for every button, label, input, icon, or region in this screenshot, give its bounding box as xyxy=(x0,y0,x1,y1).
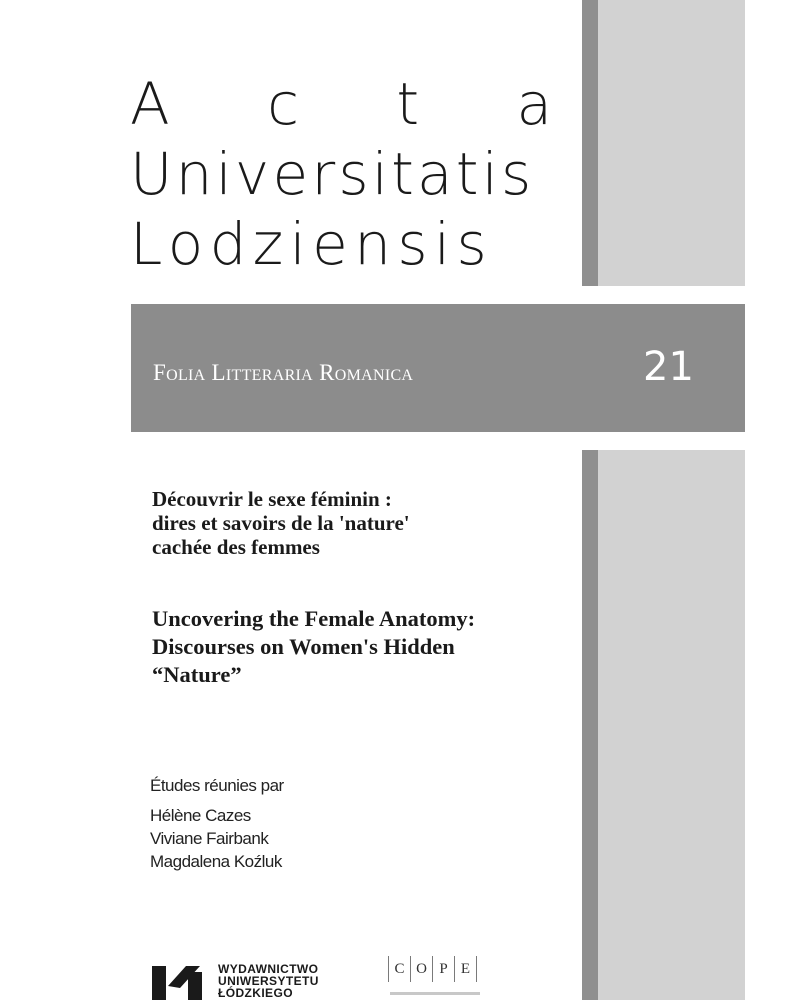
editor-name: Hélène Cazes xyxy=(150,806,251,825)
cope-tagline-mark xyxy=(390,992,480,995)
decorative-stripe-light-top xyxy=(598,0,745,286)
cope-letter: C xyxy=(389,956,411,982)
series-name: Folia Litteraria Romanica xyxy=(153,360,414,385)
issue-title-french-line: dires et savoirs de la 'nature' xyxy=(152,511,410,535)
issue-title-french-line: cachée des femmes xyxy=(152,535,320,559)
issue-title-french-line: Découvrir le sexe féminin : xyxy=(152,487,392,511)
publisher-name-line: UNIWERSYTETU xyxy=(218,974,319,988)
journal-title-line-lodziensis: Lodziensis xyxy=(130,210,494,278)
issue-title-english-line: “Nature” xyxy=(152,662,242,687)
editors-intro: Études réunies par xyxy=(150,776,284,795)
cope-logo xyxy=(388,942,480,1000)
publisher-name xyxy=(218,963,319,999)
cope-letter: O xyxy=(411,956,433,982)
journal-title-line-acta xyxy=(130,70,552,138)
publisher-logo xyxy=(152,960,352,1000)
cope-letter: P xyxy=(433,956,455,982)
series-number: 21 xyxy=(643,344,694,390)
cope-logo-frame xyxy=(388,956,477,982)
publisher-logo-icon xyxy=(152,960,210,1000)
issue-title-french xyxy=(152,487,572,559)
editor-name: Viviane Fairbank xyxy=(150,829,269,848)
journal-title-letter: A xyxy=(130,70,170,138)
issue-title-english-line: Uncovering the Female Anatomy: xyxy=(152,606,476,631)
publisher-name-line: WYDAWNICTWO xyxy=(218,962,319,976)
journal-title-line-universitatis: Universitatis xyxy=(130,140,535,208)
issue-title-english-line: Discourses on Women's Hidden xyxy=(152,634,455,659)
decorative-stripe-dark-top xyxy=(582,0,598,286)
editor-name: Magdalena Koźluk xyxy=(150,852,282,871)
journal-title-letter: a xyxy=(516,70,552,138)
journal-title-letter: t xyxy=(396,70,420,138)
editors-block xyxy=(150,772,284,873)
series-band xyxy=(131,304,745,432)
issue-title-english xyxy=(152,605,572,689)
journal-title-letter: c xyxy=(267,70,299,138)
cope-letter: E xyxy=(455,956,477,982)
decorative-stripe-dark-bottom xyxy=(582,450,598,1000)
publisher-name-line: ŁÓDZKIEGO xyxy=(218,986,293,1000)
decorative-stripe-light-bottom xyxy=(598,450,745,1000)
